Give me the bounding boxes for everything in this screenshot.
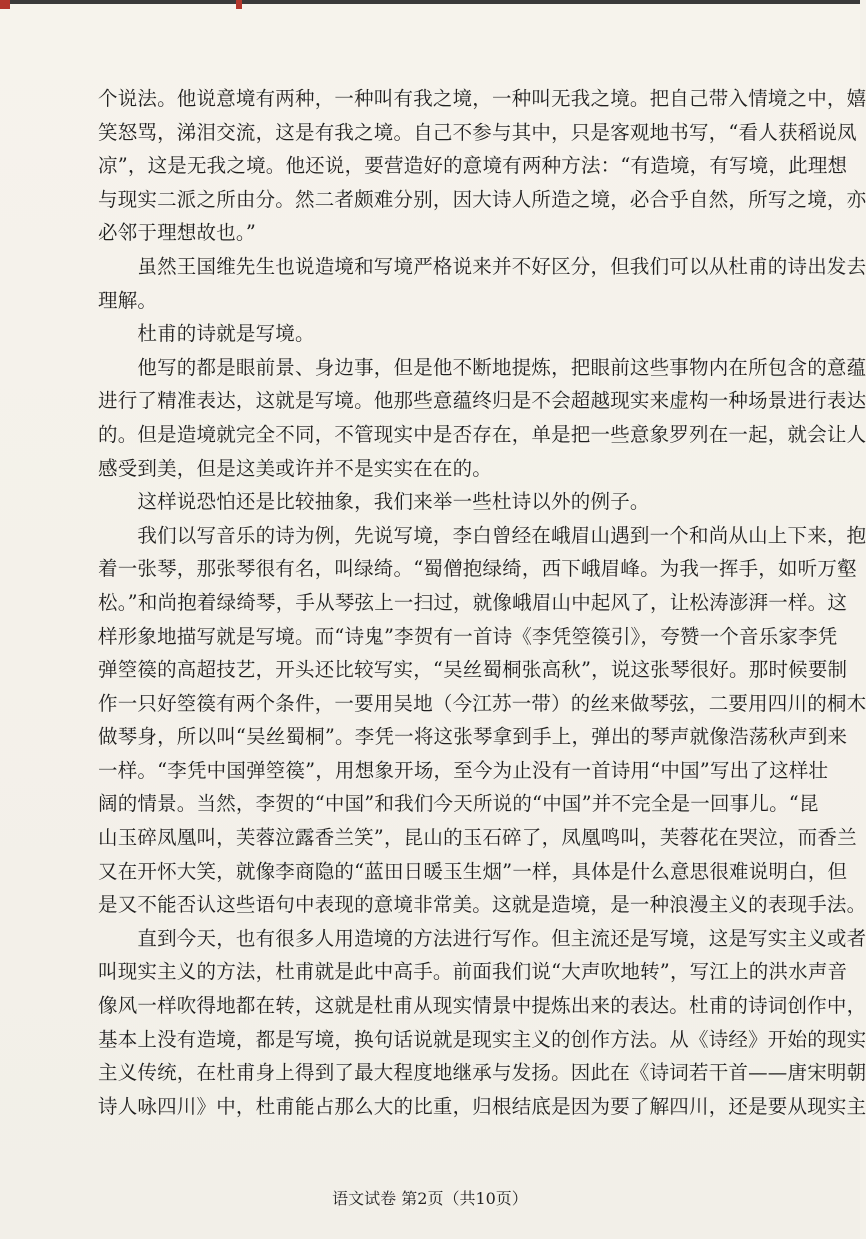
text-line: 叫现实主义的方法，杜甫就是此中高手。前面我们说“大声吹地转”，写江上的洪水声音 <box>98 960 848 984</box>
text-line: 进行了精准表达，这就是写境。他那些意蕴终归是不会超越现实来虚构一种场景进行表达 <box>98 389 866 413</box>
text-line: 的。但是造境就完全不同，不管现实中是否存在，单是把一些意象罗列在一起，就会让人 <box>98 422 866 446</box>
text-line: 阔的情景。当然，李贺的“中国”和我们今天所说的“中国”并不完全是一回事儿。“昆 <box>98 792 819 816</box>
scan-top-edge <box>0 0 860 10</box>
text-line: 凉”，这是无我之境。他还说，要营造好的意境有两种方法：“有造境，有写境，此理想 <box>98 154 848 178</box>
text-line: 诗人咏四川》中，杜甫能占那么大的比重，归根结底是因为要了解四川，还是要从现实主 <box>98 1094 866 1118</box>
text-line: 我们以写音乐的诗为例，先说写境，李白曾经在峨眉山遇到一个和尚从山上下来，抱 <box>98 523 866 547</box>
text-line: 笑怒骂，涕泪交流，这是有我之境。自己不参与其中，只是客观地书写，“看人获稻说凤 <box>98 120 857 144</box>
text-line: 做琴身，所以叫“吴丝蜀桐”。李凭一将这张琴拿到手上，弹出的琴声就像浩荡秋声到来 <box>98 725 848 749</box>
article-body <box>98 82 866 1123</box>
text-line: 这样说恐怕还是比较抽象，我们来举一些杜诗以外的例子。 <box>98 490 650 514</box>
text-line: 基本上没有造境，都是写境，换句话说就是现实主义的创作方法。从《诗经》开始的现实 <box>98 1027 866 1051</box>
text-line: 像风一样吹得地都在转，这就是杜甫从现实情景中提炼出来的表达。杜甫的诗词创作中， <box>98 994 866 1018</box>
text-line: 弹箜篌的高超技艺，开头还比较写实，“吴丝蜀桐张高秋”，说这张琴很好。那时候要制 <box>98 658 848 682</box>
text-line: 作一只好箜篌有两个条件，一要用吴地（今江苏一带）的丝来做琴弦，二要用四川的桐木 <box>98 691 866 715</box>
scan-edge-mark-left <box>0 0 10 9</box>
text-line: 虽然王国维先生也说造境和写境严格说来并不好区分，但我们可以从杜甫的诗出发去 <box>98 254 866 278</box>
text-line: 松。”和尚抱着绿绮琴，手从琴弦上一扫过，就像峨眉山中起风了，让松涛澎湃一样。这 <box>98 590 848 614</box>
scan-edge-mark <box>236 0 242 9</box>
scan-edge-dark <box>0 0 860 4</box>
text-line: 着一张琴，那张琴很有名，叫绿绮。“蜀僧抱绿绮，西下峨眉峰。为我一挥手，如听万壑 <box>98 557 857 581</box>
text-line: 理解。 <box>98 288 158 312</box>
text-line: 直到今天，也有很多人用造境的方法进行写作。但主流还是写境，这是写实主义或者 <box>98 926 866 950</box>
page-footer: 语文试卷 第2页（共10页） <box>332 1189 528 1208</box>
text-line: 他写的都是眼前景、身边事，但是他不断地提炼，把眼前这些事物内在所包含的意蕴 <box>98 355 866 379</box>
text-line: 是又不能否认这些语句中表现的意境非常美。这就是造境，是一种浪漫主义的表现手法。 <box>98 893 866 917</box>
text-line: 山玉碎凤凰叫，芙蓉泣露香兰笑”，昆山的玉石碎了，凤凰鸣叫，芙蓉花在哭泣，而香兰 <box>98 826 857 850</box>
text-line: 必邻于理想故也。” <box>98 221 257 245</box>
text-line: 杜甫的诗就是写境。 <box>98 322 315 346</box>
text-line: 样形象地描写就是写境。而“诗鬼”李贺有一首诗《李凭箜篌引》，夸赞一个音乐家李凭 <box>98 624 838 648</box>
text-line: 一样。“李凭中国弹箜篌”，用想象开场，至今为止没有一首诗用“中国”写出了这样壮 <box>98 758 829 782</box>
text-line: 主义传统，在杜甫身上得到了最大程度地继承与发扬。因此在《诗词若干首——唐宋明朝 <box>98 1061 866 1085</box>
text-line: 与现实二派之所由分。然二者颇难分别，因大诗人所造之境，必合乎自然，所写之境，亦 <box>98 187 866 211</box>
text-line: 又在开怀大笑，就像李商隐的“蓝田日暖玉生烟”一样，具体是什么意思很难说明白，但 <box>98 859 848 883</box>
text-line: 感受到美，但是这美或许并不是实实在在的。 <box>98 456 493 480</box>
text-line: 个说法。他说意境有两种，一种叫有我之境，一种叫无我之境。把自己带入情境之中，嬉 <box>98 87 866 110</box>
